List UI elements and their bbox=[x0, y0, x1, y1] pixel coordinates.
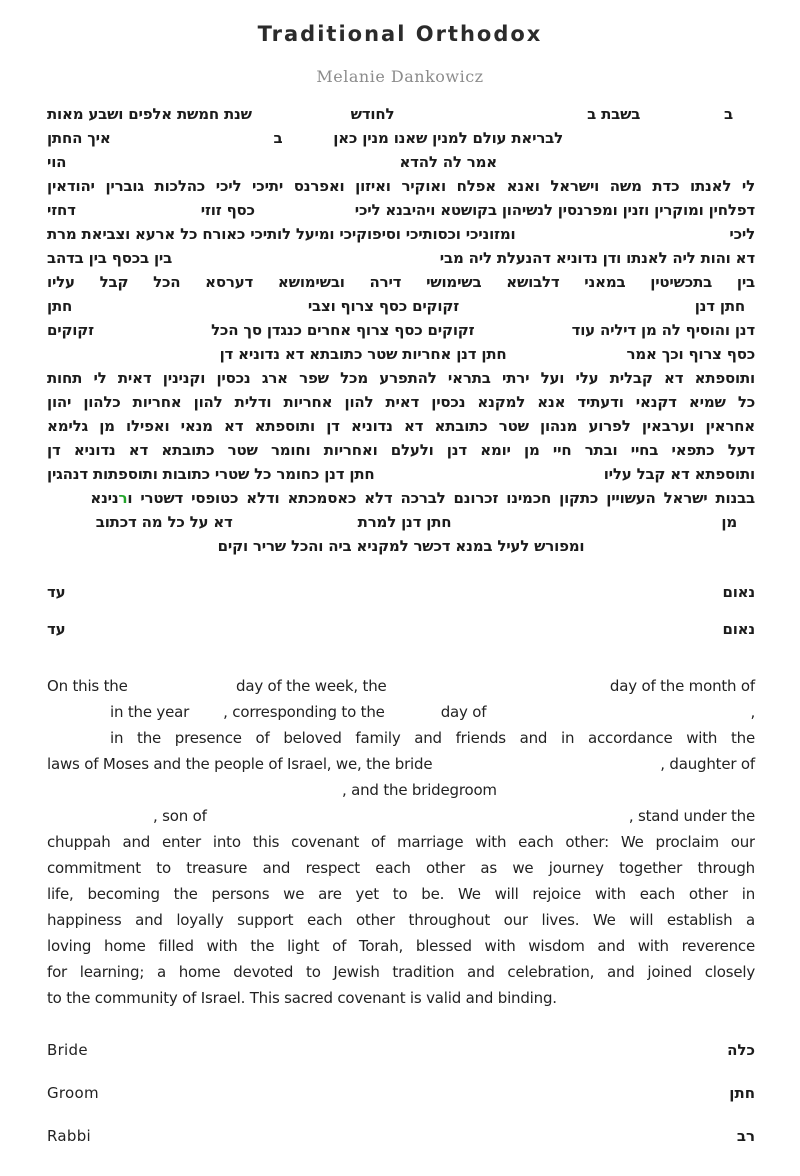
hebrew-text-line: בין בתכשיטין במאני דלבושא בשימושי דירה ובשימושא דערסא הכל קבל עליו bbox=[47, 273, 755, 291]
signature-blank-space bbox=[91, 1140, 737, 1141]
text-segment: מן bbox=[721, 513, 737, 531]
fill-in-blank bbox=[385, 716, 441, 717]
text-segment: דפלחין ומוקרין וזנין ומפרנסין לנשיהון בקושטא ויהיבנא ליכי bbox=[354, 201, 755, 219]
signature-label-hebrew: חתן bbox=[729, 1084, 755, 1102]
witness-signature-lines bbox=[47, 583, 755, 644]
hebrew-text-block bbox=[47, 105, 755, 561]
text-segment: laws of Moses and the people of Israel, we, the bride bbox=[47, 755, 433, 773]
text-segment: חתן דנן bbox=[694, 297, 745, 315]
artist-name: Melanie Dankowicz bbox=[316, 67, 484, 86]
hebrew-text-line bbox=[47, 297, 755, 321]
hebrew-text-line bbox=[47, 249, 755, 273]
text-segment: בבנות ישראל העשויין כתקון חכמינו זכרונם לברכה דלא כאסמכתא ודלא כטופסי דשטרי ו bbox=[127, 489, 755, 507]
english-text-line bbox=[47, 677, 755, 703]
fill-in-blank bbox=[474, 334, 571, 335]
hebrew-text-line bbox=[47, 129, 755, 153]
text-segment: חתן דנן אחריות שטר כתובתא דא נדוניא דן bbox=[219, 345, 507, 363]
fill-in-blank bbox=[207, 820, 629, 821]
fill-in-blank bbox=[451, 526, 721, 527]
hebrew-text-line bbox=[47, 105, 755, 129]
fill-in-blank bbox=[387, 690, 610, 691]
english-text-line: life, becoming the persons we are yet to be. We will rejoice with each other in bbox=[47, 885, 755, 903]
fill-in-blank bbox=[233, 526, 358, 527]
text-segment: אמר לה להדא bbox=[399, 153, 497, 171]
text-segment: חתן bbox=[47, 297, 73, 315]
signature-blank-space bbox=[99, 1097, 729, 1098]
text-segment: בשבת ב bbox=[587, 105, 641, 123]
text-segment: דא על כל מה דכתוב bbox=[95, 513, 233, 531]
fill-in-blank bbox=[172, 262, 440, 263]
text-segment: זקוקים כסף צרוף וצבי bbox=[307, 297, 459, 315]
text-segment: day of the month of bbox=[609, 677, 755, 695]
text-segment: זקוקים כסף צרוף אחרים כנגדן סך הכל bbox=[211, 321, 475, 339]
english-text-line bbox=[47, 807, 755, 833]
fill-in-blank bbox=[640, 118, 724, 119]
fill-in-blank bbox=[255, 214, 355, 215]
signature-label-english: Groom bbox=[47, 1084, 99, 1102]
fill-in-blank bbox=[128, 690, 236, 691]
text-segment: On this the bbox=[47, 677, 128, 695]
fill-in-blank bbox=[72, 310, 308, 311]
fill-in-blank bbox=[76, 214, 201, 215]
hebrew-text-line: ומפורש לעיל במנא דכשר למקניא ביה והכל שריר וקים bbox=[217, 537, 585, 555]
hebrew-text-line: אחראין וערבאין לפרוע מנהון שטר כתובתא דא נדוניא דן ותוספתא דא מנאי ואפילו מן גלימא bbox=[47, 417, 755, 435]
fill-in-blank bbox=[282, 142, 333, 143]
text-segment: ליכי bbox=[729, 225, 755, 243]
text-segment: חתן דנן כחומר כל שטרי כתובות ותוספתות דנהגין bbox=[47, 465, 375, 483]
english-text-line bbox=[47, 989, 755, 1015]
text-segment: , bbox=[750, 703, 756, 721]
fill-in-blank bbox=[66, 166, 399, 167]
text-segment: day of the week, the bbox=[236, 677, 387, 695]
fill-in-blank bbox=[65, 633, 722, 634]
text-segment: הוי bbox=[47, 153, 67, 171]
text-segment: ומזוניכי וכסותיכי וסיפוקיכי ומיעל לותיכי כאורח כל ארעא וצביאת מרת bbox=[47, 225, 516, 243]
document-title: Traditional Orthodox bbox=[257, 22, 543, 46]
text-segment: , stand under the bbox=[628, 807, 755, 825]
english-text-block bbox=[47, 677, 755, 1015]
text-segment: נאום bbox=[722, 620, 755, 638]
english-text-line bbox=[47, 703, 755, 729]
hebrew-text-line bbox=[47, 201, 755, 225]
fill-in-blank bbox=[486, 716, 750, 717]
text-segment: , and the bridegroom bbox=[342, 781, 497, 799]
signature-blank-space bbox=[88, 1054, 727, 1055]
text-segment: לחודש bbox=[350, 105, 395, 123]
text-segment: בין בכסף בין בדהב bbox=[47, 249, 173, 267]
text-segment: , daughter of bbox=[660, 755, 755, 773]
signature-row bbox=[47, 1127, 755, 1151]
signature-labels-block bbox=[47, 1041, 755, 1151]
hebrew-text-line: כל שמיא דקנאי ודעתיד אנא למקנא נכסין דאית להון אחריות ודלית להון אחריות כלהון יהון bbox=[47, 393, 755, 411]
hebrew-text-line: לי לאנתו כדת משה וישראל ואנא אפלח ואוקיר ואיזון ואפרנס יתיכי ליכי כהלכות גוברין יהודאין bbox=[47, 177, 755, 195]
hebrew-text-line bbox=[47, 465, 755, 489]
text-segment: , corresponding to the bbox=[223, 703, 385, 721]
text-segment: נינא bbox=[90, 489, 119, 507]
signature-label-hebrew: כלה bbox=[727, 1041, 755, 1059]
witness-line bbox=[47, 583, 755, 607]
hebrew-text-line bbox=[47, 345, 755, 369]
fill-in-blank bbox=[189, 716, 223, 717]
signature-row bbox=[47, 1084, 755, 1108]
fill-in-blank bbox=[432, 768, 660, 769]
signature-label-english: Rabbi bbox=[47, 1127, 91, 1145]
text-segment: ב bbox=[724, 105, 733, 123]
english-text-line: chuppah and enter into this covenant of marriage with each other: We proclaim our bbox=[47, 833, 755, 851]
fill-in-blank bbox=[515, 238, 729, 239]
text-segment: נאום bbox=[722, 583, 755, 601]
text-segment: דא והות ליה לאנתו ודן נדוניא דהנעלת ליה מבי bbox=[439, 249, 755, 267]
hebrew-text-line bbox=[47, 153, 755, 177]
english-text-line: for learning; a home devoted to Jewish tradition and celebration, and joined closely bbox=[47, 963, 755, 981]
text-segment: זקוקים bbox=[46, 321, 94, 339]
text-segment: חתן דנן למרת bbox=[357, 513, 452, 531]
signature-label-english: Bride bbox=[47, 1041, 88, 1059]
witness-line bbox=[47, 620, 755, 644]
text-segment: עד bbox=[47, 620, 66, 638]
fill-in-blank bbox=[94, 334, 211, 335]
fill-in-blank bbox=[111, 142, 274, 143]
fill-in-blank bbox=[65, 596, 722, 597]
signature-row bbox=[47, 1041, 755, 1065]
highlighted-letter: ר bbox=[118, 489, 128, 507]
english-text-line: happiness and loyally support each other throughout our lives. We will establish a bbox=[47, 911, 755, 929]
fill-in-blank bbox=[394, 118, 587, 119]
text-segment: דחזי bbox=[47, 201, 76, 219]
text-segment: שנת חמשת אלפים ושבע מאות bbox=[46, 105, 252, 123]
text-segment: איך החתן bbox=[46, 129, 111, 147]
fill-in-blank bbox=[507, 358, 627, 359]
hebrew-text-line bbox=[47, 321, 755, 345]
english-text-line: commitment to treasure and respect each other as we journey together through bbox=[47, 859, 755, 877]
hebrew-text-line: דעל כתפאי בחיי ובתר חיי מן יומא דנן ולעלם ואחריות וחומר שטר כתובתא דא נדוניא דן bbox=[47, 441, 755, 459]
hebrew-text-line bbox=[47, 513, 755, 537]
english-text-line: in the presence of beloved family and friends and in accordance with the bbox=[110, 729, 755, 747]
text-segment: דנן והוסיף לה מן דיליה עוד bbox=[571, 321, 755, 339]
english-text-line bbox=[47, 781, 755, 807]
hebrew-text-line bbox=[47, 225, 755, 249]
text-segment: in the year bbox=[110, 703, 190, 721]
text-segment: , son of bbox=[153, 807, 207, 825]
hebrew-text-line bbox=[47, 489, 755, 513]
english-text-line bbox=[47, 755, 755, 781]
text-segment: לבריאת עולם למנין שאנו מנין כאן bbox=[333, 129, 563, 147]
fill-in-blank bbox=[252, 118, 351, 119]
english-text-line: loving home filled with the light of Torah, blessed with wisdom and with reverence bbox=[47, 937, 755, 955]
signature-label-hebrew: רב bbox=[736, 1127, 755, 1145]
text-segment: ותוספתא דא קבל עליו bbox=[603, 465, 755, 483]
fill-in-blank bbox=[375, 478, 604, 479]
text-segment: כסף זוזי bbox=[200, 201, 255, 219]
text-segment: to the community of Israel. This sacred covenant is valid and binding. bbox=[47, 989, 557, 1007]
text-segment: כסף צרוף וכך אמר bbox=[626, 345, 755, 363]
text-segment: day of bbox=[440, 703, 487, 721]
hebrew-text-line: ותוספתא דא קבלית עלי ועל ירתי בתראי להתפרע מכל שפר ארג נכסין וקנינין דאית לי תחות bbox=[47, 369, 755, 387]
text-segment: ב bbox=[273, 129, 283, 147]
text-segment: עד bbox=[47, 583, 66, 601]
fill-in-blank bbox=[459, 310, 695, 311]
